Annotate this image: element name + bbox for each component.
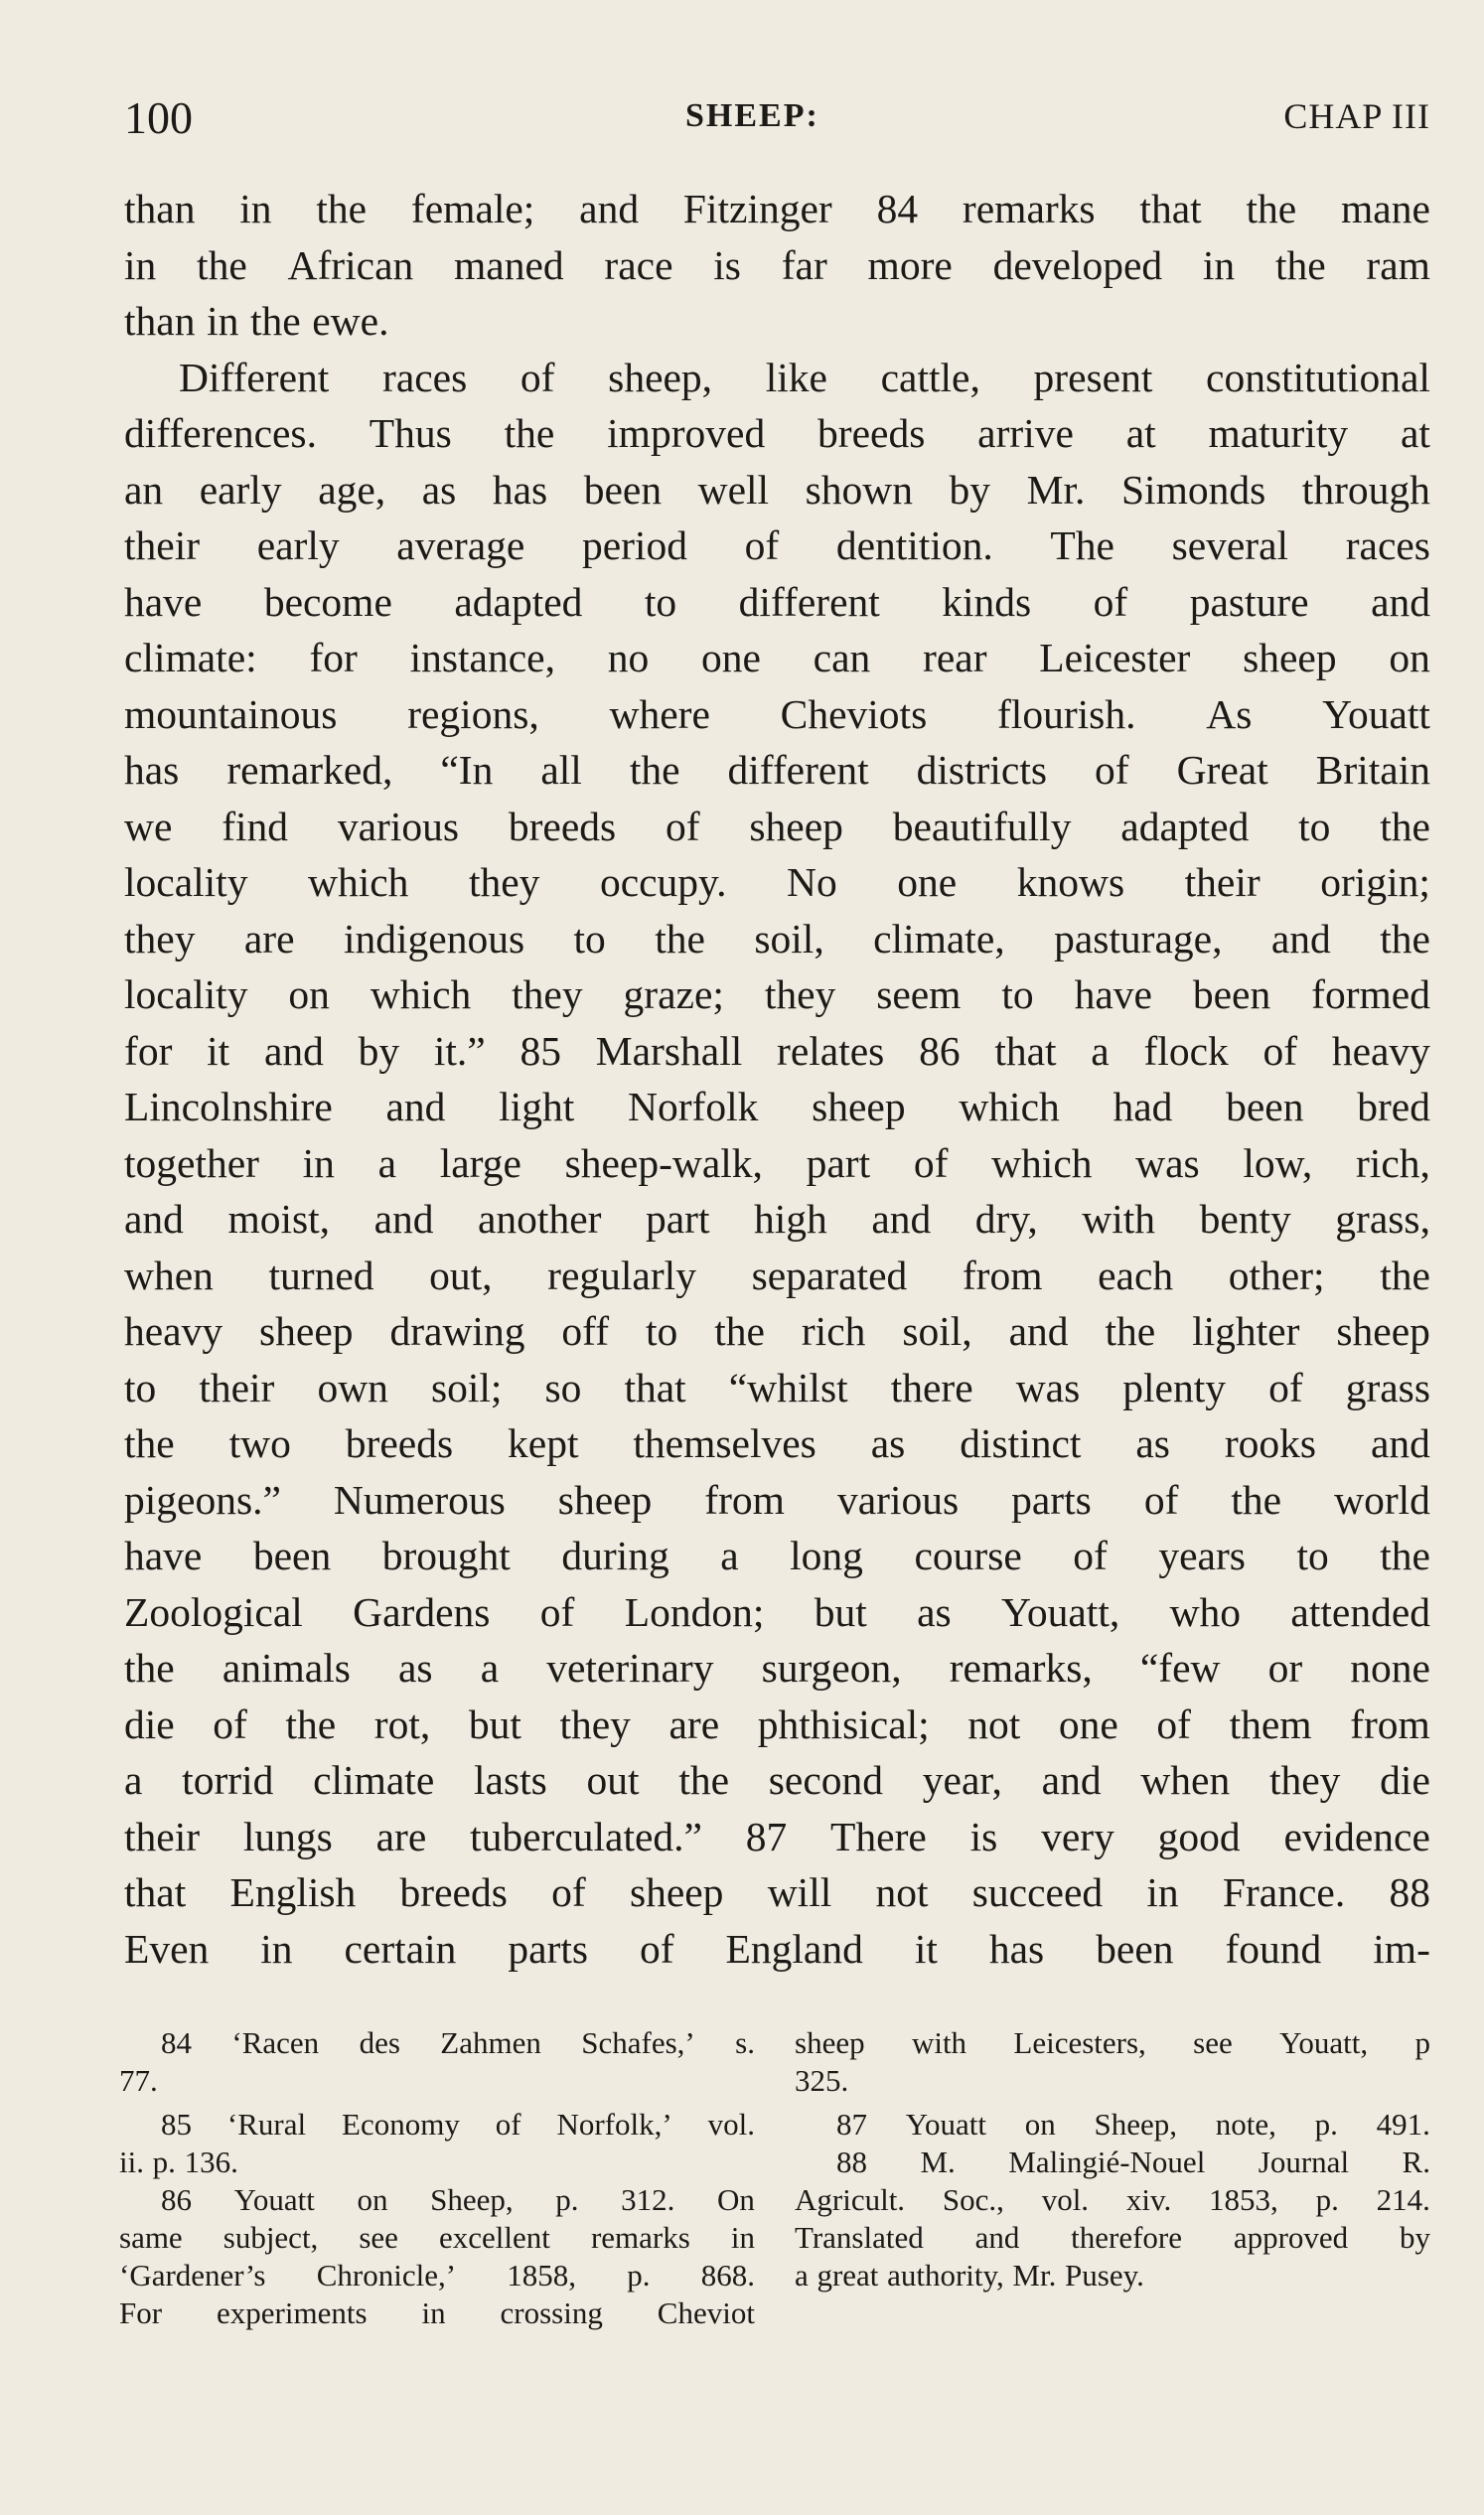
chapter-label: CHAP III: [1283, 96, 1430, 136]
footnote-line: 325.: [795, 2063, 849, 2098]
footnote-line: 86 Youatt on Sheep, p. 312. On: [161, 2182, 755, 2217]
text-line: locality on which they graze; they seem to have been formed: [124, 971, 1430, 1017]
text-line: mountainous regions, where Cheviots flourish. As Youatt: [124, 690, 1430, 737]
footnotes-left-column: [119, 2024, 755, 2332]
footnotes-right-column: [795, 2024, 1430, 2294]
page-header: [124, 91, 1430, 151]
text-line: Zoological Gardens of London; but as Youatt, who attended: [124, 1588, 1430, 1635]
text-line: to their own soil; so that “whilst there was plenty of grass: [124, 1364, 1430, 1410]
footnote-line: same subject, see excellent remarks in: [119, 2220, 755, 2255]
footnote-line: 85 ‘Rural Economy of Norfolk,’ vol.: [161, 2107, 755, 2142]
text-line: together in a large sheep-walk, part of which was low, rich,: [124, 1139, 1430, 1186]
footnote-line: 88 M. Malingié-Nouel Journal R.: [836, 2145, 1430, 2179]
text-line: have become adapted to different kinds of pasture and: [124, 578, 1430, 625]
text-line: and moist, and another part high and dry, with benty grass,: [124, 1196, 1430, 1242]
text-line: locality which they occupy. No one knows their origin;: [124, 859, 1430, 905]
footnote-line: 77.: [119, 2063, 158, 2098]
text-line: die of the rot, but they are phthisical; not one of them from: [124, 1701, 1430, 1747]
text-line: has remarked, “In all the different districts of Great Britain: [124, 747, 1430, 793]
text-line: in the African maned race is far more developed in the ram: [124, 241, 1430, 288]
text-line: the two breeds kept themselves as distinct as rooks and: [124, 1420, 1430, 1466]
text-line: they are indigenous to the soil, climate, pasturage, and the: [124, 915, 1430, 962]
text-line: than in the ewe.: [124, 298, 389, 344]
text-line: a torrid climate lasts out the second year, and when they die: [124, 1757, 1430, 1803]
text-line: their lungs are tuberculated.” 87 There is very good evidence: [124, 1813, 1430, 1859]
text-line: when turned out, regularly separated from each other; the: [124, 1252, 1430, 1298]
text-line: Lincolnshire and light Norfolk sheep which had been bred: [124, 1084, 1430, 1129]
text-line: heavy sheep drawing off to the rich soil, and the lighter sheep: [124, 1308, 1430, 1354]
page-number: 100: [124, 92, 193, 143]
footnote-line: For experiments in crossing Cheviot: [119, 2295, 755, 2330]
text-line: an early age, as has been well shown by Mr. Simonds through: [124, 466, 1430, 513]
running-title: SHEEP:: [685, 97, 819, 134]
text-line: differences. Thus the improved breeds arrive at maturity at: [124, 410, 1430, 456]
footnote-line: a great authority, Mr. Pusey.: [795, 2258, 1144, 2293]
text-line: pigeons.” Numerous sheep from various parts of the world: [124, 1476, 1430, 1523]
body-text: [124, 181, 1430, 1977]
text-line: Different races of sheep, like cattle, present constitutional: [179, 354, 1430, 400]
footnote-line: Agricult. Soc., vol. xiv. 1853, p. 214.: [795, 2182, 1430, 2217]
text-line: than in the female; and Fitzinger 84 remarks that the mane: [124, 186, 1430, 231]
text-line: for it and by it.” 85 Marshall relates 86 that a flock of heavy: [124, 1027, 1430, 1074]
footnote-line: Translated and therefore approved by: [795, 2220, 1430, 2255]
footnote-line: 84 ‘Racen des Zahmen Schafes,’ s.: [161, 2025, 755, 2060]
text-line: have been brought during a long course of years to the: [124, 1533, 1430, 1578]
footnote-line: ‘Gardener’s Chronicle,’ 1858, p. 868.: [119, 2258, 755, 2293]
text-line: Even in certain parts of England it has been found im-: [124, 1925, 1430, 1972]
text-line: climate: for instance, no one can rear Leicester sheep on: [124, 635, 1430, 680]
text-line: that English breeds of sheep will not succeed in France. 88: [124, 1869, 1430, 1915]
text-line: the animals as a veterinary surgeon, remarks, “few or none: [124, 1645, 1430, 1691]
footnote-line: ii. p. 136.: [119, 2145, 238, 2179]
text-line: their early average period of dentition. The several races: [124, 522, 1430, 568]
footnote-line: sheep with Leicesters, see Youatt, p: [795, 2025, 1430, 2060]
text-line: we find various breeds of sheep beautifully adapted to the: [124, 803, 1430, 849]
footnote-line: 87 Youatt on Sheep, note, p. 491.: [836, 2107, 1430, 2142]
